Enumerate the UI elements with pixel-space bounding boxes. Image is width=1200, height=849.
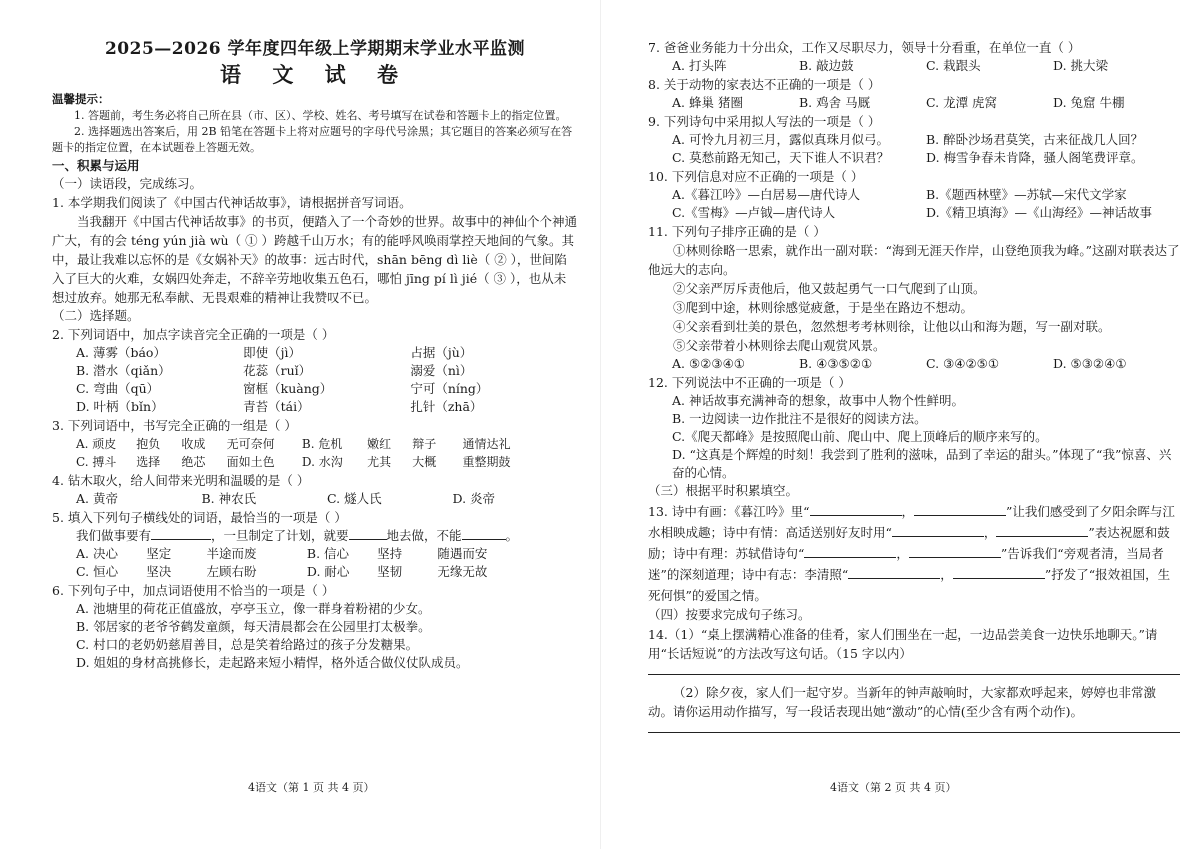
- question-text: ”让我们感受到了夕阳余晖与江水相映成趣；诗中有情：高适送别好友时用“: [648, 504, 1175, 540]
- option: D. ⑤③②④①: [1053, 356, 1127, 371]
- question-12-options: [648, 392, 1180, 482]
- question-2: 2. 下列词语中，加点字读音完全正确的一项是（ ）: [52, 327, 335, 342]
- option: B. 鸡舍 马厩: [799, 95, 871, 110]
- question-text: ，: [896, 546, 909, 561]
- option: 收成: [181, 437, 206, 451]
- option: 宁可（níng）: [410, 381, 489, 396]
- answer-blank: [349, 527, 387, 540]
- exam-title: 2025—2026 学年度四年级上学期期末学业水平监测: [104, 39, 526, 59]
- question-5-options: [52, 545, 578, 581]
- option: 溺爱（nì）: [410, 363, 473, 378]
- option: D.《精卫填海》—《山海经》—神话故事: [926, 205, 1153, 220]
- answer-blank: [462, 527, 506, 540]
- option: D. 姐姐的身材高挑修长，走起路来短小精悍，格外适合做仪仗队成员。: [76, 655, 469, 670]
- option: C.《雪梅》—卢钺—唐代诗人: [672, 205, 836, 220]
- option: A. 可怜九月初三月，露似真珠月似弓。: [672, 132, 889, 147]
- option: D. 耐心: [306, 564, 350, 579]
- option: B. 危机: [301, 437, 343, 451]
- option: D. 兔窟 牛棚: [1053, 95, 1125, 110]
- part-heading: （二）选择题。: [52, 308, 140, 323]
- option: A. 池塘里的荷花正值盛放，亭亭玉立，像一群身着粉裙的少女。: [76, 601, 431, 616]
- answer-blank: [810, 503, 902, 516]
- question-8-options: [648, 94, 1180, 112]
- option: A. 神话故事充满神奇的想象，故事中人物个性鲜明。: [672, 393, 964, 408]
- sentence-item: ③爬到中途，林则徐感觉疲惫，于是坐在路边不想动。: [673, 300, 974, 315]
- question-9-options: [648, 131, 1180, 167]
- page-footer: 4语文（第 1 页 共 4 页）: [248, 781, 375, 794]
- question-9: 9. 下列诗句中采用拟人写法的一项是（ ）: [648, 114, 881, 129]
- part-heading: （一）读语段，完成练习。: [52, 176, 203, 191]
- answer-blank: [848, 566, 940, 579]
- option: 左顾右盼: [206, 564, 257, 579]
- sentence-text: 地去做，不能: [386, 528, 462, 543]
- question-8: 8. 关于动物的家表达不正确的一项是（ ）: [648, 77, 881, 92]
- option: B. 一边阅读一边作批注不是很好的阅读方法。: [672, 411, 927, 426]
- option: D. 挑大梁: [1053, 58, 1109, 73]
- part-heading: （四）按要求完成句子练习。: [648, 607, 811, 622]
- option: 坚韧: [377, 564, 403, 579]
- sentence-text: ，一旦制定了计划，就要: [211, 528, 349, 543]
- question-13: [648, 501, 1180, 606]
- option: 选择: [136, 455, 161, 469]
- question-10: 10. 下列信息对应不正确的一项是（ ）: [648, 169, 864, 184]
- question-5-sentence: [52, 527, 578, 545]
- option: 青苔（tái）: [243, 399, 310, 414]
- question-text: ”告诉我们“旁观者清，当局者迷”的深刻道理；诗中有志：李清照“: [648, 546, 1164, 582]
- option: 绝芯: [181, 455, 206, 469]
- option: 占据（jù）: [410, 345, 473, 360]
- question-text: ，: [983, 525, 997, 540]
- option: B. 神农氏: [201, 491, 257, 506]
- question-text: ，: [940, 567, 953, 582]
- answer-blank: [914, 503, 1006, 516]
- question-3-options: [52, 435, 578, 471]
- option: D. 梅雪争春未肯降，骚人阁笔费评章。: [926, 150, 1144, 165]
- option: B.《题西林壁》—苏轼—宋代文学家: [926, 187, 1127, 202]
- answer-line[interactable]: [648, 673, 1180, 675]
- option: A. ⑤②③④①: [672, 356, 746, 371]
- option: B. 邻居家的老爷爷鹤发童颜，每天清晨都会在公园里打太极拳。: [76, 619, 431, 634]
- option: C. 莫愁前路无知己，天下谁人不识君？: [672, 150, 890, 165]
- question-6-options: [52, 600, 578, 672]
- sentence-item: ⑤父亲带着小林则徐去爬山观赏风景。: [673, 338, 886, 353]
- tips-heading: 温馨提示：: [52, 92, 110, 106]
- option: B. 潜水（qiǎn）: [76, 363, 171, 378]
- option: B. ④③⑤②①: [799, 356, 873, 371]
- exam-page-2: [600, 0, 1200, 849]
- answer-blank: [909, 545, 1001, 558]
- question-text: ”表达祝愿和鼓励；诗中有理：苏轼借诗句“: [648, 525, 1170, 561]
- option: 花蕊（ruǐ）: [243, 363, 312, 378]
- option: 通情达礼: [462, 437, 511, 451]
- option: C. 村口的老奶奶慈眉善目，总是笑着给路过的孩子分发糖果。: [76, 637, 419, 652]
- question-11-options: [648, 355, 1180, 373]
- option: 半途而废: [206, 546, 257, 561]
- option: A. 决心: [76, 546, 118, 561]
- part-heading: （三）根据平时积累填空。: [648, 483, 799, 498]
- option: 坚定: [146, 546, 172, 561]
- sentence-item: ②父亲严厉斥责他后，他又鼓起勇气一口气爬到了山顶。: [673, 281, 986, 296]
- answer-blank: [953, 566, 1045, 579]
- sentence-item: ④父亲看到壮美的景色，忽然想考考林则徐，让他以山和海为题，写一副对联。: [673, 319, 1111, 334]
- option: A. 打头阵: [672, 58, 727, 73]
- option: D. 炎帝: [452, 491, 496, 506]
- sentence-text: 我们做事要有: [76, 528, 152, 543]
- question-1: 1. 本学期我们阅读了《中国古代神话故事》，请根据拼音写词语。: [52, 195, 412, 210]
- option: 随遇而安: [437, 546, 488, 561]
- option: 重整期鼓: [462, 455, 511, 469]
- option: D. “这真是个辉煌的时刻！我尝到了胜利的滋味，品到了幸运的甜头。”体现了“我”惊喜、兴奋的心情。: [672, 447, 1172, 480]
- section-heading: 一、积累与运用: [52, 158, 140, 173]
- question-14-2: （2）除夕夜，家人们一起守岁。当新年的钟声敲响时，大家都欢呼起来，婷婷也非常激动。请你运用动作描写，写一段话表现出她“激动”的心情(至少含有两个动作)。: [648, 685, 1156, 719]
- option: 尤其: [367, 455, 392, 469]
- option: 抱负: [136, 437, 161, 451]
- question-2-options: [52, 344, 578, 416]
- question-11-items: [648, 241, 1180, 355]
- answer-blank: [151, 527, 211, 540]
- option: A. 薄雾（báo）: [76, 345, 166, 360]
- option: 面如土色: [226, 455, 275, 469]
- question-12: 12. 下列说法中不正确的一项是（ ）: [648, 375, 851, 390]
- option: 扎针（zhā）: [410, 399, 483, 414]
- option: 嫩红: [367, 437, 392, 451]
- option: A. 顽皮: [76, 437, 117, 451]
- tip-2: 2. 选择题选出答案后，用 2B 铅笔在答题卡上将对应题号的字母代号涂黑；其它题目的答案必须写在答题卡的指定位置，在本试题卷上答题无效。: [52, 125, 573, 154]
- option: B. 醉卧沙场君莫笑，古来征战几人回？: [926, 132, 1144, 147]
- question-4: 4. 钻木取火，给人间带来光明和温暖的是（ ）: [52, 473, 310, 488]
- question-text: ，: [901, 504, 915, 519]
- answer-blank: [996, 524, 1088, 537]
- option: C. 栽跟头: [926, 58, 981, 73]
- question-6: 6. 下列句子中，加点词语使用不恰当的一项是（ ）: [52, 583, 335, 598]
- question-4-options: [52, 490, 578, 508]
- option: C. 燧人氏: [327, 491, 382, 506]
- option: 无可奈何: [226, 437, 275, 451]
- question-1-passage: 当我翻开《中国古代神话故事》的书页，便踏入了一个奇妙的世界。故事中的神仙个个神通广大，有的会 téng yún jià wù（ ① ）跨越千山万水；有的能呼风唤雨掌控天地间的气象。其中，最让我难以忘怀的是《女娲补天》的故事：远古时代，shān bēng dì liè（ ② ），世间陷入了巨大的火难，女娲四处奔走，不辞辛劳地收集五色石，哪怕 jīng pí lì jié（ ③ ），也从未想过放弃。她那无私奉献、无畏艰难的精神让我赞叹不已。: [52, 214, 578, 305]
- page-footer: 4语文（第 2 页 共 4 页）: [830, 781, 957, 794]
- option: A. 蜂巢 猪圈: [672, 95, 743, 110]
- option: C. 恒心: [76, 564, 119, 579]
- option: A. 黄帝: [76, 491, 118, 506]
- option: B. 信心: [306, 546, 350, 561]
- option: 无缘无故: [437, 564, 488, 579]
- exam-subtitle: 语 文 试 卷: [220, 62, 410, 87]
- option: C. 龙潭 虎窝: [926, 95, 998, 110]
- option: A.《暮江吟》—白居易—唐代诗人: [672, 187, 861, 202]
- question-3: 3. 下列词语中，书写完全正确的一组是（ ）: [52, 418, 297, 433]
- sentence-text: 。: [505, 528, 519, 543]
- answer-line[interactable]: [648, 731, 1180, 733]
- option: C. 搏斗: [76, 455, 117, 469]
- option: D. 叶柄（bǐn）: [76, 399, 164, 414]
- question-14-1: 14.（1）“桌上摆满精心准备的佳肴，家人们围坐在一起，一边品尝美食一边快乐地聊天。”请用“长话短说”的方法改写这句话。（15 字以内）: [648, 627, 1158, 661]
- option: B. 敲边鼓: [799, 58, 854, 73]
- sentence-item: ①林则徐略一思索，就作出一副对联：“海到无涯天作岸，山登绝顶我为峰。”这副对联表达了他远大的志向。: [648, 243, 1180, 277]
- question-7: 7. 爸爸业务能力十分出众，工作又尽职尽力，领导十分看重，在单位一直（ ）: [648, 40, 1081, 55]
- option: C. ③④②⑤①: [926, 356, 1000, 371]
- option: 辩子: [412, 437, 437, 451]
- answer-blank: [804, 545, 896, 558]
- tip-1: 1. 答题前，考生务必将自己所在县（市、区）、学校、姓名、考号填写在试卷和答题卡上的指定位置。: [74, 109, 567, 122]
- option: 坚决: [146, 564, 172, 579]
- question-7-options: [648, 57, 1180, 75]
- option: 即使（jì）: [243, 345, 302, 360]
- option: C.《爬天都峰》是按照爬山前、爬山中、爬上顶峰后的顺序来写的。: [672, 429, 1048, 444]
- question-5: 5. 填入下列句子横线处的词语，最恰当的一项是（ ）: [52, 510, 347, 525]
- option: D. 水沟: [301, 455, 343, 469]
- question-11: 11. 下列句子排序正确的是（ ）: [648, 224, 826, 239]
- option: 大概: [412, 455, 437, 469]
- question-10-options: [648, 186, 1180, 222]
- question-text: 13. 诗中有画：《暮江吟》里“: [648, 504, 810, 519]
- question-text: ”抒发了“报效祖国，生死何惧”的爱国之情。: [648, 567, 1171, 603]
- option: C. 弯曲（qū）: [76, 381, 160, 396]
- option: 窗框（kuàng）: [243, 381, 333, 396]
- option: 坚持: [377, 546, 403, 561]
- answer-blank: [892, 524, 984, 537]
